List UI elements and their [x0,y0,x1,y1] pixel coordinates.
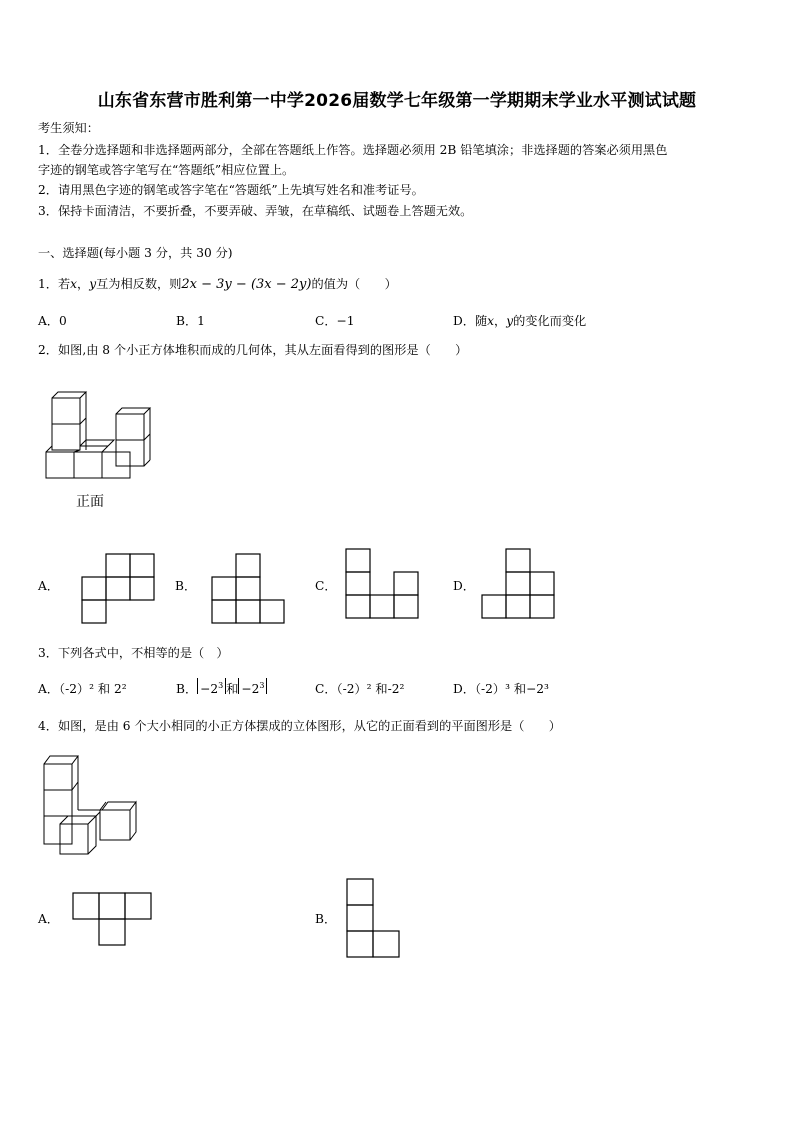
option-text: −1 [336,314,355,328]
question-1-stem [38,274,397,295]
option-text: （-2）² 和 2² [59,682,127,696]
q4-option-a-label[interactable]: A． [38,912,59,926]
q2-option-c-label[interactable]: C． [315,579,337,593]
question-2-stem: 2．如图,由 8 个小正方体堆积而成的几何体，其从左面看得到的图形是（ ） [38,343,468,357]
option-text: 的变化而变化 [513,314,587,328]
q4-option-a-figure [72,892,154,948]
abs-value-a: −2 [200,682,219,696]
q1-d-sep: ， [494,314,507,328]
notice-item: 1．全卷分选择题和非选择题两部分，全部在答题纸上作答。选择题必须用 2B 铅笔填涂；非选择题的答案必须用黑色 [38,143,668,157]
q1-option-c[interactable] [315,312,354,329]
exponent: 3 [218,681,224,690]
q2-figure-caption: 正面 [76,494,104,510]
q1-middle: 互为相反数，则 [96,277,182,291]
notice-item: 3．保持卡面清洁，不要折叠，不要弄破、弄皱，在草稿纸、试题卷上答题无效。 [38,204,473,218]
q2-option-b-figure [212,553,286,625]
q1-d-var-x: x [487,314,495,328]
q2-option-d-label[interactable]: D． [453,579,475,593]
question-4-stem: 4．如图，是由 6 个大小相同的小正方体摆成的立体图形，从它的正面看到的平面图形是（ ） [38,719,561,733]
q1-var-x: x [70,277,78,291]
notice-item: 2．请用黑色字迹的钢笔或答字笔在“答题纸”上先填写姓名和准考证号。 [38,183,424,197]
notice-item: 字迹的钢笔或答字笔写在“答题纸”相应位置上。 [38,163,295,177]
notice-heading: 考生须知： [38,121,99,135]
q2-option-b-label[interactable]: B． [175,579,197,593]
question-3-stem: 3．下列各式中，不相等的是（ ） [38,646,229,660]
q4-solid-figure [42,754,137,859]
option-label: D． [453,314,475,328]
q2-option-a-figure [82,553,156,625]
option-text: 随 [474,314,488,328]
q2-option-c-figure [346,548,422,622]
q2-option-a-label[interactable]: A． [38,579,59,593]
q1-expression: 2x − 3y − (3x − 2y) [181,277,312,292]
q3-option-c[interactable] [315,680,404,697]
option-text: （-2）² 和-2² [336,682,405,696]
q1-prefix: 1．若 [38,277,71,291]
q1-option-d[interactable] [453,312,586,329]
option-text: 1 [197,314,205,328]
q1-var-y: y [89,277,97,291]
q3-option-d[interactable] [453,680,549,697]
option-label: D． [453,682,475,696]
option-text: 0 [59,314,67,328]
q1-suffix: 的值为（ ） [311,277,397,291]
option-label: C． [315,314,337,328]
q1-d-var-y: y [506,314,514,328]
option-label: A． [38,314,59,328]
abs-value-b: −2 [241,682,260,696]
option-text: （-2）³ 和−2³ [474,682,549,696]
q3-option-a[interactable] [38,680,127,697]
option-label: C． [315,682,337,696]
q1-sep: ， [77,277,90,291]
option-label: A． [38,682,59,696]
q1-option-a[interactable] [38,312,67,329]
option-label: B． [176,682,198,696]
option-text: 和 [226,682,239,696]
q3-option-b[interactable] [176,678,267,697]
q1-option-b[interactable] [176,312,205,329]
page-title: 山东省东营市胜利第一中学2026届数学七年级第一学期期末学业水平测试试题 [97,91,697,111]
section-heading: 一、选择题(每小题 3 分，共 30 分) [38,246,233,260]
option-label: B． [176,314,198,328]
q4-option-b-label[interactable]: B． [315,912,337,926]
q2-option-d-figure [482,548,558,622]
q4-option-b-figure [346,878,402,960]
exponent: 3 [259,681,265,690]
q2-solid-figure [40,388,155,488]
